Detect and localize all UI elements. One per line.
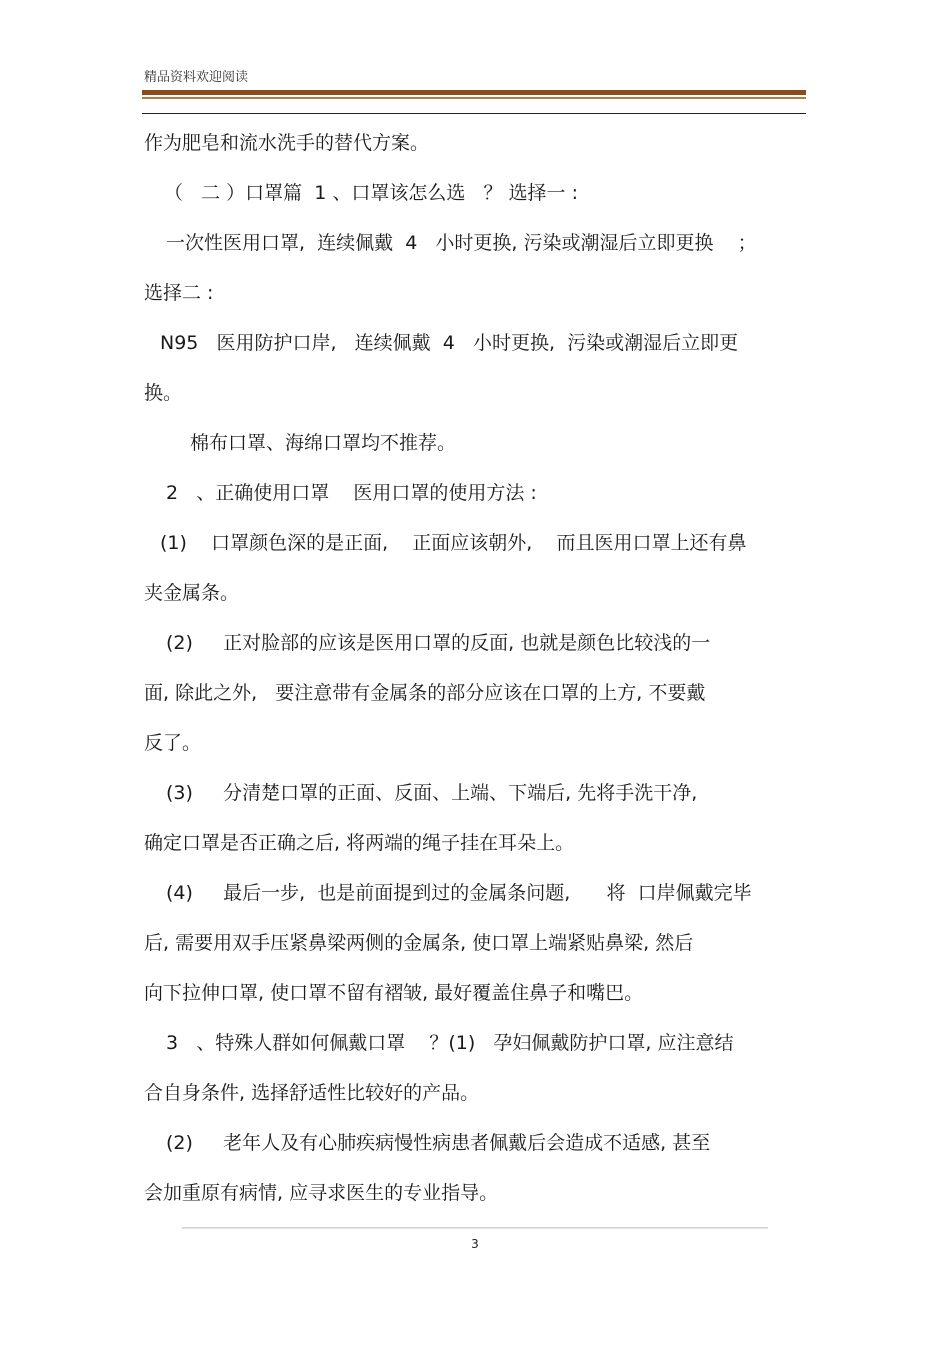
body-line: 选择二 :: [144, 282, 214, 304]
body-line: 换。: [144, 382, 183, 404]
body-line: （ 二 ）口罩篇 1 、口罩该怎么选 ？ 选择一 :: [164, 182, 578, 204]
body-line: (1) 口罩颜色深的是正面, 正面应该朝外, 而且医用口罩上还有鼻: [160, 532, 747, 554]
body-line: 夹金属条。: [144, 582, 240, 604]
page-header-text: 精品资料欢迎阅读: [144, 70, 249, 85]
body-line: (3) 分清楚口罩的正面、反面、上端、下端后, 先将手洗干净,: [166, 782, 698, 804]
body-line: (2) 老年人及有心肺疾病慢性病患者佩戴后会造成不适感, 甚至: [166, 1132, 711, 1154]
body-line: (2) 正对脸部的应该是医用口罩的反面, 也就是颜色比较浅的一: [166, 632, 711, 654]
header-rule-thick: [142, 90, 806, 95]
body-line: 会加重原有病情, 应寻求医生的专业指导。: [144, 1182, 499, 1204]
body-line: N95 医用防护口岸, 连续佩戴 4 小时更换, 污染或潮湿后立即更: [160, 332, 739, 354]
body-line: 确定口罩是否正确之后, 将两端的绳子挂在耳朵上。: [144, 832, 575, 854]
header-rule-thin: [142, 113, 806, 114]
header-rule-accent: [142, 97, 806, 99]
body-line: 棉布口罩、海绵口罩均不推荐。: [190, 432, 457, 454]
body-line: 一次性医用口罩, 连续佩戴 4 小时更换, 污染或潮湿后立即更换 ；: [166, 232, 757, 254]
body-line: 合自身条件, 选择舒适性比较好的产品。: [144, 1082, 480, 1104]
body-line: 2 、正确使用口罩 医用口罩的使用方法 :: [166, 482, 537, 504]
body-line: 作为肥皂和流水洗手的替代方案。: [144, 132, 430, 154]
body-line: 面, 除此之外, 要注意带有金属条的部分应该在口罩的上方, 不要戴: [144, 682, 706, 704]
body-line: 向下拉伸口罩, 使口罩不留有褶皱, 最好覆盖住鼻子和嘴巴。: [144, 982, 644, 1004]
body-line: 后, 需要用双手压紧鼻梁两侧的金属条, 使口罩上端紧贴鼻梁, 然后: [144, 932, 694, 954]
page-number: 3: [471, 1237, 479, 1251]
footer-rule: [182, 1227, 768, 1229]
body-line: 3 、特殊人群如何佩戴口罩 ？(1) 孕妇佩戴防护口罩, 应注意结: [166, 1032, 734, 1054]
body-line: 反了。: [144, 732, 202, 754]
body-line: (4) 最后一步, 也是前面提到过的金属条问题, 将 口岸佩戴完毕: [166, 882, 752, 904]
